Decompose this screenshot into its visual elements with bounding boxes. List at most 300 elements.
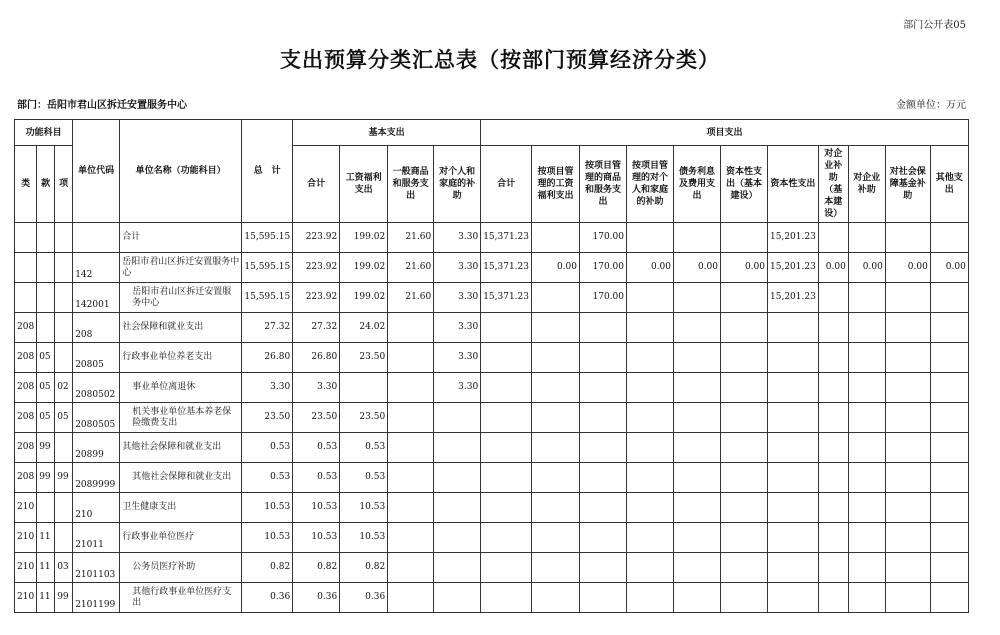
project-debt-cell <box>674 373 721 403</box>
project-enterprise-basic-cell: 0.00 <box>818 253 848 283</box>
basic-wage-cell: 199.02 <box>340 253 388 283</box>
project-social-cell <box>885 523 930 553</box>
project-capital-cell <box>768 313 819 343</box>
basic-total-cell: 23.50 <box>293 403 340 433</box>
project-personal-cell <box>627 283 674 313</box>
func-subject-header: 功能科目 <box>15 120 73 146</box>
project-capital-cell <box>768 373 819 403</box>
project-debt-cell <box>674 433 721 463</box>
project-enterprise-basic-cell <box>818 313 848 343</box>
basic-goods-cell: 21.60 <box>388 223 434 253</box>
basic-total-cell: 3.30 <box>293 373 340 403</box>
project-other-cell <box>930 493 968 523</box>
basic-wage-cell: 0.82 <box>340 553 388 583</box>
table-row <box>15 403 969 433</box>
total-cell: 0.53 <box>242 433 293 463</box>
project-goods-cell: 170.00 <box>580 283 627 313</box>
lei-cell: 208 <box>15 403 37 433</box>
table-row <box>15 343 969 373</box>
project-capital-basic-cell <box>721 463 768 493</box>
project-debt-cell: 0.00 <box>674 253 721 283</box>
kuan-header: 款 <box>37 146 55 223</box>
project-wage-cell <box>532 493 580 523</box>
project-debt-cell <box>674 493 721 523</box>
project-wage-cell <box>532 343 580 373</box>
project-social-cell <box>885 583 930 613</box>
project-enterprise-basic-cell <box>818 373 848 403</box>
table-row <box>15 283 969 313</box>
unit-name-cell: 岳阳市君山区拆迁安置服务中心 <box>120 283 242 313</box>
basic-personal-cell <box>434 463 481 493</box>
basic-total-cell: 10.53 <box>293 493 340 523</box>
project-debt-cell <box>674 403 721 433</box>
kuan-cell <box>37 313 55 343</box>
project-capital-cell <box>768 553 819 583</box>
basic-personal-cell: 3.30 <box>434 253 481 283</box>
table-row <box>15 493 969 523</box>
project-total-header: 合计 <box>481 146 532 223</box>
project-personal-cell <box>627 523 674 553</box>
project-capital-basic-cell <box>721 343 768 373</box>
unit-code-cell: 208 <box>73 313 120 343</box>
project-social-cell <box>885 553 930 583</box>
basic-personal-cell: 3.30 <box>434 223 481 253</box>
basic-wage-cell: 0.53 <box>340 433 388 463</box>
unit-name-cell: 社会保障和就业支出 <box>120 313 242 343</box>
project-total-cell: 15,371.23 <box>481 223 532 253</box>
project-capital-cell <box>768 433 819 463</box>
project-capital-basic-cell: 0.00 <box>721 253 768 283</box>
unit-name-cell: 其他社会保障和就业支出 <box>120 433 242 463</box>
project-social-cell <box>885 493 930 523</box>
project-wage-cell <box>532 463 580 493</box>
basic-total-cell: 0.53 <box>293 463 340 493</box>
kuan-cell: 11 <box>37 553 55 583</box>
kuan-cell <box>37 253 55 283</box>
project-wage-cell <box>532 523 580 553</box>
project-personal-cell <box>627 343 674 373</box>
lei-cell: 210 <box>15 523 37 553</box>
basic-wage-cell: 23.50 <box>340 403 388 433</box>
project-debt-cell <box>674 553 721 583</box>
unit-name-cell: 行政事业单位养老支出 <box>120 343 242 373</box>
project-personal-cell <box>627 313 674 343</box>
table-row <box>15 313 969 343</box>
project-other-cell <box>930 553 968 583</box>
project-personal-cell <box>627 553 674 583</box>
project-other-cell <box>930 463 968 493</box>
xiang-cell <box>55 283 73 313</box>
project-debt-cell <box>674 313 721 343</box>
project-goods-cell <box>580 553 627 583</box>
project-other-cell <box>930 343 968 373</box>
kuan-cell: 05 <box>37 343 55 373</box>
basic-personal-cell: 3.30 <box>434 313 481 343</box>
xiang-cell <box>55 253 73 283</box>
total-header: 总 计 <box>242 120 293 223</box>
form-number: 部门公开表05 <box>903 20 966 31</box>
project-capital-basic-cell <box>721 523 768 553</box>
kuan-cell: 11 <box>37 523 55 553</box>
project-other-cell <box>930 583 968 613</box>
project-capital-basic-cell <box>721 373 768 403</box>
unit-code-cell: 20899 <box>73 433 120 463</box>
amount-unit-label: 金额单位：万元 <box>896 100 966 111</box>
project-social-cell <box>885 403 930 433</box>
project-enterprise-basic-cell <box>818 343 848 373</box>
project-personal-cell <box>627 373 674 403</box>
basic-personal-cell <box>434 433 481 463</box>
expenditure-table <box>14 119 969 613</box>
project-enterprise-cell <box>848 343 885 373</box>
project-enterprise-basic-cell <box>818 433 848 463</box>
project-social-cell <box>885 223 930 253</box>
project-enterprise-basic-cell <box>818 523 848 553</box>
unit-name-cell: 事业单位离退休 <box>120 373 242 403</box>
basic-goods-cell <box>388 343 434 373</box>
total-cell: 26.80 <box>242 343 293 373</box>
project-enterprise-basic-header: 对企业补助（基本建设） <box>818 146 848 223</box>
project-debt-cell <box>674 523 721 553</box>
kuan-cell <box>37 283 55 313</box>
basic-personal-cell <box>434 583 481 613</box>
basic-goods-cell <box>388 433 434 463</box>
project-total-cell <box>481 403 532 433</box>
basic-goods-cell: 21.60 <box>388 253 434 283</box>
basic-personal-cell <box>434 493 481 523</box>
basic-wage-cell <box>340 373 388 403</box>
xiang-cell: 05 <box>55 403 73 433</box>
project-enterprise-basic-cell <box>818 583 848 613</box>
basic-total-cell: 223.92 <box>293 253 340 283</box>
project-total-cell <box>481 583 532 613</box>
project-capital-basic-cell <box>721 313 768 343</box>
project-capital-basic-cell <box>721 403 768 433</box>
project-capital-basic-cell <box>721 553 768 583</box>
xiang-header: 项 <box>55 146 73 223</box>
basic-total-cell: 27.32 <box>293 313 340 343</box>
project-wage-cell <box>532 583 580 613</box>
basic-total-cell: 223.92 <box>293 223 340 253</box>
unit-code-cell: 2089999 <box>73 463 120 493</box>
basic-total-cell: 223.92 <box>293 283 340 313</box>
project-capital-cell: 15,201.23 <box>768 223 819 253</box>
project-capital-cell: 15,201.23 <box>768 253 819 283</box>
kuan-cell: 99 <box>37 433 55 463</box>
table-row <box>15 253 969 283</box>
lei-cell: 208 <box>15 343 37 373</box>
basic-personal-cell <box>434 553 481 583</box>
xiang-cell <box>55 433 73 463</box>
lei-cell: 210 <box>15 493 37 523</box>
project-wage-cell <box>532 313 580 343</box>
total-cell: 10.53 <box>242 493 293 523</box>
unit-code-cell: 2080502 <box>73 373 120 403</box>
unit-code-cell: 142001 <box>73 283 120 313</box>
project-other-header: 其他支出 <box>930 146 968 223</box>
project-enterprise-basic-cell <box>818 493 848 523</box>
basic-wage-cell: 199.02 <box>340 223 388 253</box>
project-total-cell <box>481 343 532 373</box>
project-total-cell <box>481 463 532 493</box>
basic-total-cell: 0.36 <box>293 583 340 613</box>
xiang-cell <box>55 523 73 553</box>
basic-goods-cell <box>388 493 434 523</box>
project-social-header: 对社会保障基金补助 <box>885 146 930 223</box>
total-cell: 0.36 <box>242 583 293 613</box>
total-cell: 15,595.15 <box>242 253 293 283</box>
unit-code-cell: 142 <box>73 253 120 283</box>
basic-goods-cell <box>388 373 434 403</box>
kuan-cell <box>37 493 55 523</box>
project-goods-cell <box>580 343 627 373</box>
lei-cell: 208 <box>15 373 37 403</box>
lei-cell <box>15 253 37 283</box>
project-enterprise-cell <box>848 463 885 493</box>
project-social-cell: 0.00 <box>885 253 930 283</box>
project-total-cell <box>481 313 532 343</box>
lei-cell <box>15 283 37 313</box>
unit-name-cell: 其他行政事业单位医疗支出 <box>120 583 242 613</box>
project-other-cell <box>930 283 968 313</box>
basic-total-cell: 26.80 <box>293 343 340 373</box>
page-title: 支出预算分类汇总表（按部门预算经济分类） <box>280 48 720 72</box>
project-goods-header: 按项目管理的商品和服务支出 <box>580 146 627 223</box>
project-capital-basic-header: 资本性支出（基本建设） <box>721 146 768 223</box>
project-personal-cell <box>627 223 674 253</box>
project-enterprise-cell <box>848 223 885 253</box>
basic-goods-header: 一般商品和服务支出 <box>388 146 434 223</box>
basic-personal-cell: 3.30 <box>434 373 481 403</box>
project-debt-cell <box>674 583 721 613</box>
project-wage-cell <box>532 433 580 463</box>
project-social-cell <box>885 463 930 493</box>
unit-name-cell: 公务员医疗补助 <box>120 553 242 583</box>
lei-cell: 208 <box>15 433 37 463</box>
project-other-cell: 0.00 <box>930 253 968 283</box>
project-debt-cell <box>674 463 721 493</box>
project-goods-cell <box>580 523 627 553</box>
project-enterprise-basic-cell <box>818 463 848 493</box>
unit-code-cell: 210 <box>73 493 120 523</box>
basic-expenditure-header: 基本支出 <box>293 120 481 146</box>
project-wage-cell <box>532 373 580 403</box>
total-cell: 0.82 <box>242 553 293 583</box>
project-personal-cell <box>627 583 674 613</box>
project-personal-cell <box>627 463 674 493</box>
project-goods-cell <box>580 583 627 613</box>
total-cell: 15,595.15 <box>242 223 293 253</box>
project-social-cell <box>885 373 930 403</box>
project-enterprise-header: 对企业补助 <box>848 146 885 223</box>
basic-goods-cell <box>388 463 434 493</box>
project-debt-cell <box>674 283 721 313</box>
project-personal-cell <box>627 403 674 433</box>
project-capital-cell: 15,201.23 <box>768 283 819 313</box>
project-other-cell <box>930 433 968 463</box>
unit-name-cell: 卫生健康支出 <box>120 493 242 523</box>
project-capital-basic-cell <box>721 583 768 613</box>
project-debt-header: 债务利息及费用支出 <box>674 146 721 223</box>
project-capital-basic-cell <box>721 493 768 523</box>
project-enterprise-cell <box>848 403 885 433</box>
project-enterprise-cell <box>848 433 885 463</box>
project-social-cell <box>885 343 930 373</box>
project-other-cell <box>930 223 968 253</box>
project-debt-cell <box>674 223 721 253</box>
unit-code-cell: 2101103 <box>73 553 120 583</box>
project-wage-cell <box>532 283 580 313</box>
table-row <box>15 553 969 583</box>
project-debt-cell <box>674 343 721 373</box>
lei-cell: 208 <box>15 463 37 493</box>
project-personal-header: 按项目管理的对个人和家庭的补助 <box>627 146 674 223</box>
kuan-cell <box>37 223 55 253</box>
project-total-cell: 15,371.23 <box>481 253 532 283</box>
kuan-cell: 99 <box>37 463 55 493</box>
basic-goods-cell <box>388 553 434 583</box>
lei-cell: 210 <box>15 583 37 613</box>
project-capital-basic-cell <box>721 283 768 313</box>
project-goods-cell <box>580 493 627 523</box>
project-personal-cell <box>627 433 674 463</box>
project-total-cell <box>481 493 532 523</box>
project-other-cell <box>930 373 968 403</box>
project-capital-cell <box>768 523 819 553</box>
project-wage-cell: 0.00 <box>532 253 580 283</box>
project-total-cell <box>481 523 532 553</box>
project-total-cell: 15,371.23 <box>481 283 532 313</box>
unit-name-cell: 其他社会保障和就业支出 <box>120 463 242 493</box>
table-row <box>15 523 969 553</box>
project-wage-cell <box>532 403 580 433</box>
project-wage-cell <box>532 553 580 583</box>
project-enterprise-cell: 0.00 <box>848 253 885 283</box>
project-other-cell <box>930 313 968 343</box>
basic-total-cell: 10.53 <box>293 523 340 553</box>
department-label: 部门：岳阳市君山区拆迁安置服务中心 <box>17 100 187 111</box>
xiang-cell: 99 <box>55 463 73 493</box>
table-row <box>15 433 969 463</box>
basic-goods-cell: 21.60 <box>388 283 434 313</box>
kuan-cell: 05 <box>37 373 55 403</box>
total-cell: 15,595.15 <box>242 283 293 313</box>
unit-code-cell: 21011 <box>73 523 120 553</box>
basic-wage-cell: 0.36 <box>340 583 388 613</box>
basic-goods-cell <box>388 403 434 433</box>
project-capital-cell <box>768 463 819 493</box>
basic-total-cell: 0.82 <box>293 553 340 583</box>
project-total-cell <box>481 433 532 463</box>
unit-code-header: 单位代码 <box>73 120 120 223</box>
basic-wage-cell: 24.02 <box>340 313 388 343</box>
basic-personal-header: 对个人和家庭的补助 <box>434 146 481 223</box>
basic-wage-cell: 10.53 <box>340 493 388 523</box>
project-other-cell <box>930 523 968 553</box>
total-cell: 27.32 <box>242 313 293 343</box>
basic-personal-cell <box>434 523 481 553</box>
basic-goods-cell <box>388 313 434 343</box>
xiang-cell: 99 <box>55 583 73 613</box>
unit-code-cell: 2101199 <box>73 583 120 613</box>
unit-name-cell: 机关事业单位基本养老保险缴费支出 <box>120 403 242 433</box>
basic-wage-cell: 0.53 <box>340 463 388 493</box>
lei-cell <box>15 223 37 253</box>
project-goods-cell <box>580 373 627 403</box>
lei-cell: 210 <box>15 553 37 583</box>
xiang-cell: 03 <box>55 553 73 583</box>
project-enterprise-cell <box>848 493 885 523</box>
total-cell: 3.30 <box>242 373 293 403</box>
basic-goods-cell <box>388 583 434 613</box>
project-capital-cell <box>768 343 819 373</box>
unit-name-cell: 行政事业单位医疗 <box>120 523 242 553</box>
project-enterprise-cell <box>848 523 885 553</box>
unit-code-cell: 2080505 <box>73 403 120 433</box>
project-capital-basic-cell <box>721 433 768 463</box>
table-row <box>15 583 969 613</box>
project-goods-cell <box>580 313 627 343</box>
project-enterprise-cell <box>848 553 885 583</box>
basic-personal-cell: 3.30 <box>434 343 481 373</box>
table-row <box>15 373 969 403</box>
lei-cell: 208 <box>15 313 37 343</box>
basic-total-header: 合计 <box>293 146 340 223</box>
total-cell: 0.53 <box>242 463 293 493</box>
project-capital-basic-cell <box>721 223 768 253</box>
project-capital-cell <box>768 493 819 523</box>
xiang-cell: 02 <box>55 373 73 403</box>
xiang-cell <box>55 313 73 343</box>
project-goods-cell: 170.00 <box>580 253 627 283</box>
unit-name-cell: 合计 <box>120 223 242 253</box>
basic-wage-cell: 199.02 <box>340 283 388 313</box>
total-cell: 10.53 <box>242 523 293 553</box>
project-enterprise-cell <box>848 583 885 613</box>
project-enterprise-cell <box>848 373 885 403</box>
basic-wage-cell: 10.53 <box>340 523 388 553</box>
project-social-cell <box>885 433 930 463</box>
kuan-cell: 05 <box>37 403 55 433</box>
project-capital-header: 资本性支出 <box>768 146 819 223</box>
project-social-cell <box>885 283 930 313</box>
unit-name-cell: 岳阳市君山区拆迁安置服务中心 <box>120 253 242 283</box>
basic-total-cell: 0.53 <box>293 433 340 463</box>
basic-wage-header: 工资福利支出 <box>340 146 388 223</box>
project-goods-cell <box>580 403 627 433</box>
xiang-cell <box>55 343 73 373</box>
unit-name-header: 单位名称（功能科目） <box>120 120 242 223</box>
basic-goods-cell <box>388 523 434 553</box>
table-row <box>15 463 969 493</box>
project-personal-cell: 0.00 <box>627 253 674 283</box>
kuan-cell: 11 <box>37 583 55 613</box>
project-wage-cell <box>532 223 580 253</box>
project-enterprise-basic-cell <box>818 403 848 433</box>
project-capital-cell <box>768 583 819 613</box>
lei-header: 类 <box>15 146 37 223</box>
project-expenditure-header: 项目支出 <box>481 120 969 146</box>
project-total-cell <box>481 553 532 583</box>
project-total-cell <box>481 373 532 403</box>
project-capital-cell <box>768 403 819 433</box>
project-wage-header: 按项目管理的工资福利支出 <box>532 146 580 223</box>
basic-personal-cell: 3.30 <box>434 283 481 313</box>
project-enterprise-basic-cell <box>818 223 848 253</box>
project-enterprise-cell <box>848 313 885 343</box>
basic-personal-cell <box>434 403 481 433</box>
project-goods-cell <box>580 463 627 493</box>
